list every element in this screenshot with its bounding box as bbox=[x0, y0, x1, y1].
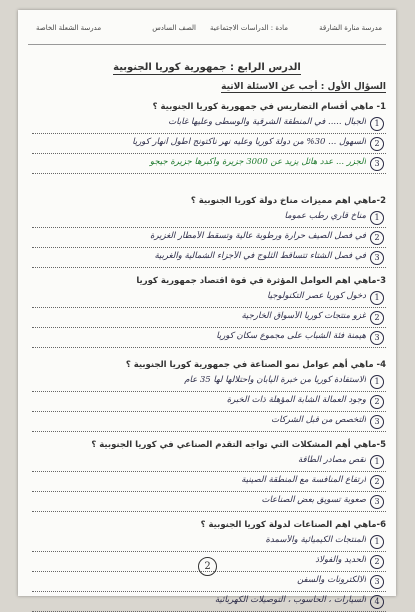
answer-number: 1 bbox=[370, 211, 384, 225]
answer-line bbox=[32, 594, 386, 612]
answer-number: 3 bbox=[370, 331, 384, 345]
answer-text: الحديد والفولاذ bbox=[315, 555, 366, 565]
answer-line bbox=[32, 156, 386, 174]
answer-number: 2 bbox=[370, 311, 384, 325]
answer-number: 1 bbox=[370, 535, 384, 549]
answer-number: 2 bbox=[370, 555, 384, 569]
answer-text: الاستفادة كوريا من خبرة اليابان واحتلالها لها 35 عام bbox=[184, 375, 366, 385]
answer-text: دخول كوريا عصر التكنولوجيا bbox=[267, 291, 366, 301]
question-3: 3-ماهي اهم العوامل المؤثرة في قوة اقتصاد جمهورية كوريا bbox=[136, 276, 386, 286]
answer-text: نقص مصادر الطاقة bbox=[297, 455, 366, 465]
worksheet-page bbox=[18, 10, 396, 606]
answer-text: الجبال ..... في المنطقة الشرقية والوسطى وعليها غابات bbox=[168, 117, 366, 127]
answer-text: التخصص من قبل الشركات bbox=[271, 415, 366, 425]
answer-number: 1 bbox=[370, 375, 384, 389]
answer-line bbox=[32, 330, 386, 348]
question-1: 1- ماهي أقسام التضاريس في جمهورية كوريا الجنوبية ؟ bbox=[152, 102, 386, 112]
answer-line bbox=[32, 374, 386, 392]
question-6: 6-ماهي اهم الصناعات لدولة كوريا الجنوبية ؟ bbox=[200, 520, 386, 530]
answer-line bbox=[32, 454, 386, 472]
answer-text: السيارات ، الحاسوب ، التوصيلات الكهربائية bbox=[214, 595, 366, 605]
question-4: 4- ماهي أهم عوامل نمو الصناعة في جمهورية كوريا الجنوبية ؟ bbox=[125, 360, 386, 370]
answer-line bbox=[32, 474, 386, 492]
answer-text: الالكترونات والسفن bbox=[297, 575, 366, 585]
section-intro: السؤال الأول : أجب عن الاسئلة الاتية bbox=[221, 82, 386, 92]
answer-text: ارتفاع المنافسة مع المنطقة الصينية bbox=[241, 475, 366, 485]
answer-number: 3 bbox=[370, 157, 384, 171]
answer-text: وجود العمالة الشابة المؤهلة ذات الخبرة bbox=[226, 395, 366, 405]
answer-number: 1 bbox=[370, 117, 384, 131]
answer-line bbox=[32, 414, 386, 432]
answer-number: 4 bbox=[370, 595, 384, 609]
answer-number: 3 bbox=[370, 495, 384, 509]
question-5: 5-ماهي أهم المشكلات التي تواجه التقدم الصناعي في كوريا الجنوبية ؟ bbox=[91, 440, 386, 450]
answer-text: المنتجات الكيميائية والأسمدة bbox=[265, 535, 366, 545]
answer-text: صعوبة تسويق بعض الصناعات bbox=[261, 495, 366, 505]
answer-number: 1 bbox=[370, 291, 384, 305]
answer-line bbox=[32, 310, 386, 328]
answer-number: 2 bbox=[370, 137, 384, 151]
lesson-title: الدرس الرابع : جمهورية كوريا الجنوبية bbox=[113, 62, 301, 73]
answer-number: 3 bbox=[370, 415, 384, 429]
answer-text: مناخ قاري رطب عموما bbox=[284, 211, 366, 221]
answer-line bbox=[32, 394, 386, 412]
question-2: 2-ماهي اهم مميزات مناخ دولة كوريا الجنوبية ؟ bbox=[190, 196, 386, 206]
answer-line bbox=[32, 116, 386, 134]
answer-number: 2 bbox=[370, 475, 384, 489]
answer-number: 3 bbox=[370, 251, 384, 265]
header-divider bbox=[28, 44, 386, 45]
answer-number: 1 bbox=[370, 455, 384, 469]
grade-label: الصف السادس bbox=[152, 24, 196, 32]
answer-text: في فصل الشتاء تتساقط الثلوج في الأجزاء الشمالية والغربية bbox=[154, 251, 366, 261]
answer-line bbox=[32, 210, 386, 228]
school-name-secondary: مدرسة الشعلة الخاصة bbox=[36, 24, 102, 32]
school-name: مدرسة منارة الشارقة bbox=[319, 24, 382, 32]
answer-line bbox=[32, 136, 386, 154]
answer-text: السهول ... 30% من دولة كوريا وعليه نهر ناكتونج اطول أنهار كوريا bbox=[132, 137, 366, 147]
answer-line bbox=[32, 250, 386, 268]
answer-line bbox=[32, 534, 386, 552]
subject-label: مادة : الدراسات الاجتماعية bbox=[210, 24, 288, 32]
answer-text: غزو منتجات كوريا الأسواق الخارجية bbox=[241, 311, 366, 321]
answer-line bbox=[32, 494, 386, 512]
page-number: 2 bbox=[198, 557, 217, 576]
answer-number: 3 bbox=[370, 575, 384, 589]
answer-text: في فصل الصيف حرارة ورطوبة عالية وتسقط الأمطار الغزيرة bbox=[150, 231, 366, 241]
answer-number: 2 bbox=[370, 231, 384, 245]
answer-line bbox=[32, 230, 386, 248]
answer-text: هيمنة فئة الشباب على مجموع سكان كوريا bbox=[216, 331, 366, 341]
worksheet-header bbox=[18, 16, 396, 42]
answer-text: الجزر ... عدد هائل يزيد عن 3000 جزيرة وأكبرها جزيرة جيجو bbox=[149, 157, 366, 167]
answer-number: 2 bbox=[370, 395, 384, 409]
answer-line bbox=[32, 574, 386, 592]
answer-line bbox=[32, 290, 386, 308]
